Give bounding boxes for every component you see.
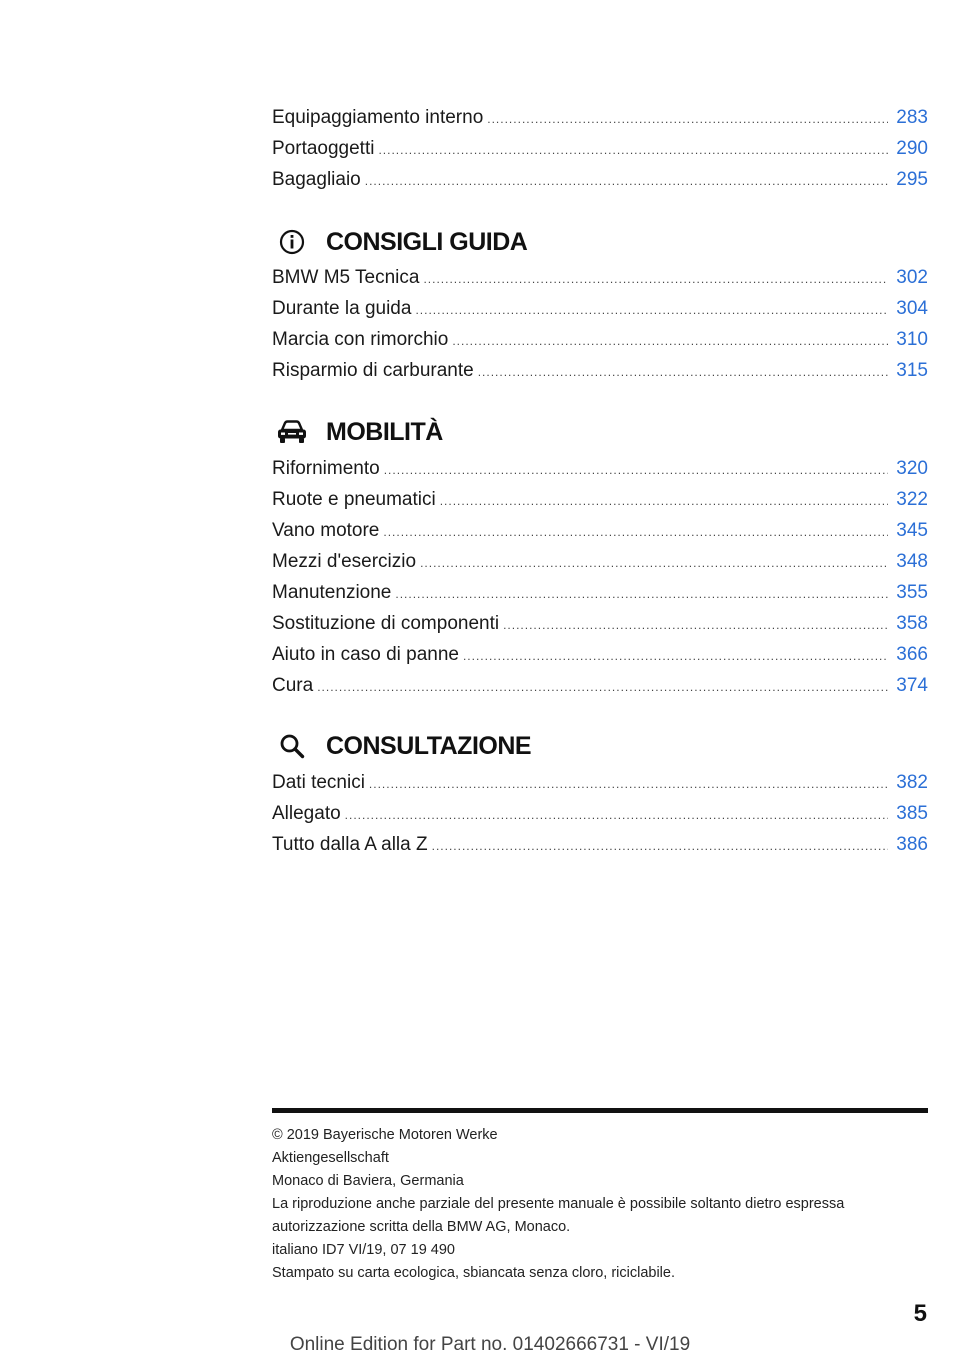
- toc-entry[interactable]: [272, 515, 928, 546]
- toc-entry-title: Cura: [272, 675, 314, 696]
- toc-entry-title: Durante la guida: [272, 298, 412, 319]
- toc-entry-page[interactable]: 290: [896, 138, 928, 159]
- toc-entry[interactable]: [272, 577, 928, 608]
- toc-top-list: [272, 102, 928, 195]
- leader-dots: [463, 641, 888, 672]
- leader-dots: [423, 264, 888, 295]
- toc-list-consigli-guida: [272, 262, 928, 386]
- toc-entry-title: Bagagliaio: [272, 169, 361, 190]
- section-header-consultazione: [272, 724, 531, 768]
- toc-entry[interactable]: [272, 639, 928, 670]
- toc-entry-page[interactable]: 374: [896, 675, 928, 696]
- section-title: CONSIGLI GUIDA: [326, 227, 528, 256]
- toc-entry-title: Mezzi d'esercizio: [272, 551, 417, 572]
- imprint-line: La riproduzione anche parziale del presente manuale è possibile soltanto dietro espressa: [272, 1196, 845, 1212]
- toc-entry-title: Risparmio di carburante: [272, 360, 474, 381]
- toc-entry-title: Vano motore: [272, 520, 380, 541]
- toc-entry[interactable]: [272, 133, 928, 164]
- leader-dots: [503, 610, 888, 641]
- toc-entry[interactable]: [272, 670, 928, 701]
- toc-entry[interactable]: [272, 608, 928, 639]
- toc-entry[interactable]: [272, 355, 928, 386]
- leader-dots: [452, 326, 888, 357]
- toc-entry-title: Aiuto in caso di panne: [272, 644, 459, 665]
- toc-entry[interactable]: [272, 293, 928, 324]
- imprint-line: italiano ID7 VI/19, 07 19 490: [272, 1242, 455, 1258]
- imprint-line: Monaco di Baviera, Germania: [272, 1173, 464, 1189]
- imprint-block: [272, 1124, 928, 1285]
- section-title: CONSULTAZIONE: [326, 731, 532, 760]
- toc-entry-page[interactable]: 386: [896, 834, 928, 855]
- toc-entry-page[interactable]: 283: [896, 107, 928, 128]
- divider-rule: [272, 1108, 928, 1113]
- toc-entry[interactable]: [272, 546, 928, 577]
- toc-entry-title: Manutenzione: [272, 582, 392, 603]
- toc-entry[interactable]: [272, 484, 928, 515]
- toc-entry-page[interactable]: 366: [896, 644, 928, 665]
- toc-entry-page[interactable]: 385: [896, 803, 928, 824]
- toc-entry-title: Tutto dalla A alla Z: [272, 834, 428, 855]
- leader-dots: [415, 295, 888, 326]
- toc-entry[interactable]: [272, 829, 928, 860]
- section-header-mobilita: [272, 410, 443, 454]
- leader-dots: [478, 357, 888, 388]
- leader-dots: [345, 800, 888, 831]
- toc-entry-title: Dati tecnici: [272, 772, 365, 793]
- page-number: 5: [913, 1300, 927, 1327]
- edition-text: Online Edition for Part no. 01402666731 - VI/19: [289, 1334, 691, 1355]
- toc-entry[interactable]: [272, 767, 928, 798]
- section-header-consigli-guida: [272, 220, 527, 264]
- toc-entry[interactable]: [272, 262, 928, 293]
- leader-dots: [395, 579, 888, 610]
- leader-dots: [383, 517, 888, 548]
- toc-entry-page[interactable]: 302: [896, 267, 928, 288]
- toc-entry-page[interactable]: 304: [896, 298, 928, 319]
- online-edition-footer: [0, 1330, 960, 1362]
- imprint-line: Stampato su carta ecologica, sbiancata senza cloro, riciclabile.: [272, 1265, 675, 1281]
- toc-entry-page[interactable]: 345: [896, 520, 928, 541]
- toc-entry-title: Allegato: [272, 803, 341, 824]
- leader-dots: [384, 455, 888, 486]
- search-icon: [272, 731, 312, 761]
- toc-entry-page[interactable]: 355: [896, 582, 928, 603]
- toc-entry[interactable]: [272, 324, 928, 355]
- toc-list-mobilita: [272, 453, 928, 701]
- leader-dots: [440, 486, 888, 517]
- imprint-line: Aktiengesellschaft: [272, 1150, 389, 1166]
- toc-entry[interactable]: [272, 798, 928, 829]
- imprint-line: © 2019 Bayerische Motoren Werke: [272, 1127, 498, 1143]
- info-icon: [272, 227, 312, 257]
- toc-entry-page[interactable]: 315: [896, 360, 928, 381]
- toc-entry-title: Marcia con rimorchio: [272, 329, 449, 350]
- leader-dots: [420, 548, 888, 579]
- imprint-line: autorizzazione scritta della BMW AG, Monaco.: [272, 1219, 571, 1235]
- toc-entry[interactable]: [272, 102, 928, 133]
- leader-dots: [369, 769, 888, 800]
- section-title: MOBILITÀ: [326, 417, 443, 446]
- car-icon: [272, 417, 312, 447]
- toc-entry[interactable]: [272, 164, 928, 195]
- leader-dots: [365, 166, 888, 197]
- toc-entry-page[interactable]: 295: [896, 169, 928, 190]
- toc-entry-title: BMW M5 Tecnica: [272, 267, 420, 288]
- leader-dots: [487, 104, 888, 135]
- toc-entry-title: Rifornimento: [272, 458, 380, 479]
- toc-entry-title: Ruote e pneumatici: [272, 489, 436, 510]
- toc-entry-page[interactable]: 310: [896, 329, 928, 350]
- toc-entry-page[interactable]: 382: [896, 772, 928, 793]
- toc-entry-page[interactable]: 358: [896, 613, 928, 634]
- toc-entry-page[interactable]: 322: [896, 489, 928, 510]
- toc-entry-page[interactable]: 320: [896, 458, 928, 479]
- leader-dots: [432, 831, 888, 862]
- toc-entry-title: Portaoggetti: [272, 138, 375, 159]
- toc-list-consultazione: [272, 767, 928, 860]
- toc-entry-title: Equipaggiamento interno: [272, 107, 484, 128]
- toc-entry[interactable]: [272, 453, 928, 484]
- leader-dots: [317, 672, 888, 703]
- leader-dots: [378, 135, 888, 166]
- toc-entry-page[interactable]: 348: [896, 551, 928, 572]
- toc-entry-title: Sostituzione di componenti: [272, 613, 500, 634]
